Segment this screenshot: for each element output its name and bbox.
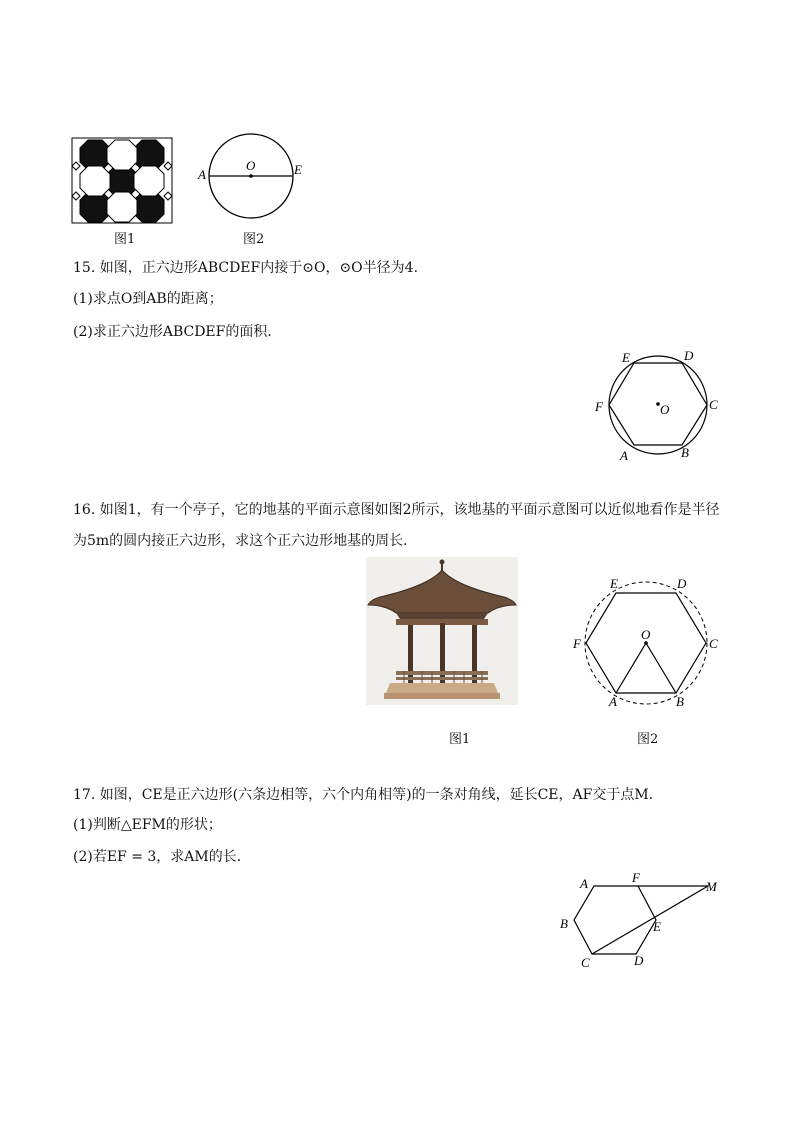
q15-stem: 15. 如图，正六边形ABCDEF内接于⊙O，⊙O半径为4.	[73, 260, 419, 276]
label-D: D	[677, 576, 687, 591]
fig2-caption: 图2	[243, 232, 265, 247]
circle-diameter-figure	[196, 130, 311, 225]
label-C: C	[709, 397, 718, 412]
label-B: B	[560, 916, 568, 931]
q17-part1: (1)判断△EFM的形状；	[73, 817, 222, 833]
label-O: O	[660, 402, 670, 417]
label-A: A	[580, 876, 588, 891]
q15-part1: (1)求点O到AB的距离；	[73, 291, 223, 307]
label-C: C	[709, 636, 718, 651]
q16-hexagon-figure	[570, 572, 722, 710]
q17-stem: 17. 如图，CE是正六边形(六条边相等，六个内角相等)的一条对角线，延长CE，AF交于点M．	[73, 787, 663, 803]
q16-line2: 为5m的圆内接正六边形，求这个正六边形地基的周长．	[73, 533, 418, 549]
q17-part2: (2)若EF = 3，求AM的长．	[73, 849, 251, 865]
fig1-caption: 图1	[114, 232, 136, 247]
label-M: M	[706, 879, 717, 894]
octagon-tiling-figure	[70, 136, 175, 226]
label-B: B	[681, 445, 689, 460]
label-E: E	[622, 350, 630, 365]
label-D: D	[634, 953, 644, 968]
label-A: A	[198, 167, 206, 182]
label-A: A	[620, 448, 628, 463]
q16-line1: 16. 如图1，有一个亭子，它的地基的平面示意图如图2所示，该地基的平面示意图可以近似地看作是半径	[73, 502, 720, 518]
q15-hexagon-figure	[590, 346, 725, 464]
pavilion-image	[366, 557, 518, 705]
label-A: A	[609, 694, 617, 709]
label-O: O	[246, 158, 256, 173]
label-C: C	[581, 955, 590, 970]
q15-part2: (2)求正六边形ABCDEF的面积．	[73, 324, 282, 340]
q17-hexagon-figure	[556, 870, 726, 970]
label-F: F	[595, 399, 603, 414]
label-E: E	[610, 576, 618, 591]
q16-fig2-caption: 图2	[637, 732, 659, 747]
label-B: B	[676, 694, 684, 709]
label-E: E	[653, 919, 661, 934]
label-E: E	[294, 162, 302, 177]
label-D: D	[684, 348, 694, 363]
label-O: O	[641, 627, 651, 642]
label-F: F	[632, 870, 640, 885]
label-F: F	[573, 636, 581, 651]
q16-fig1-caption: 图1	[449, 732, 471, 747]
